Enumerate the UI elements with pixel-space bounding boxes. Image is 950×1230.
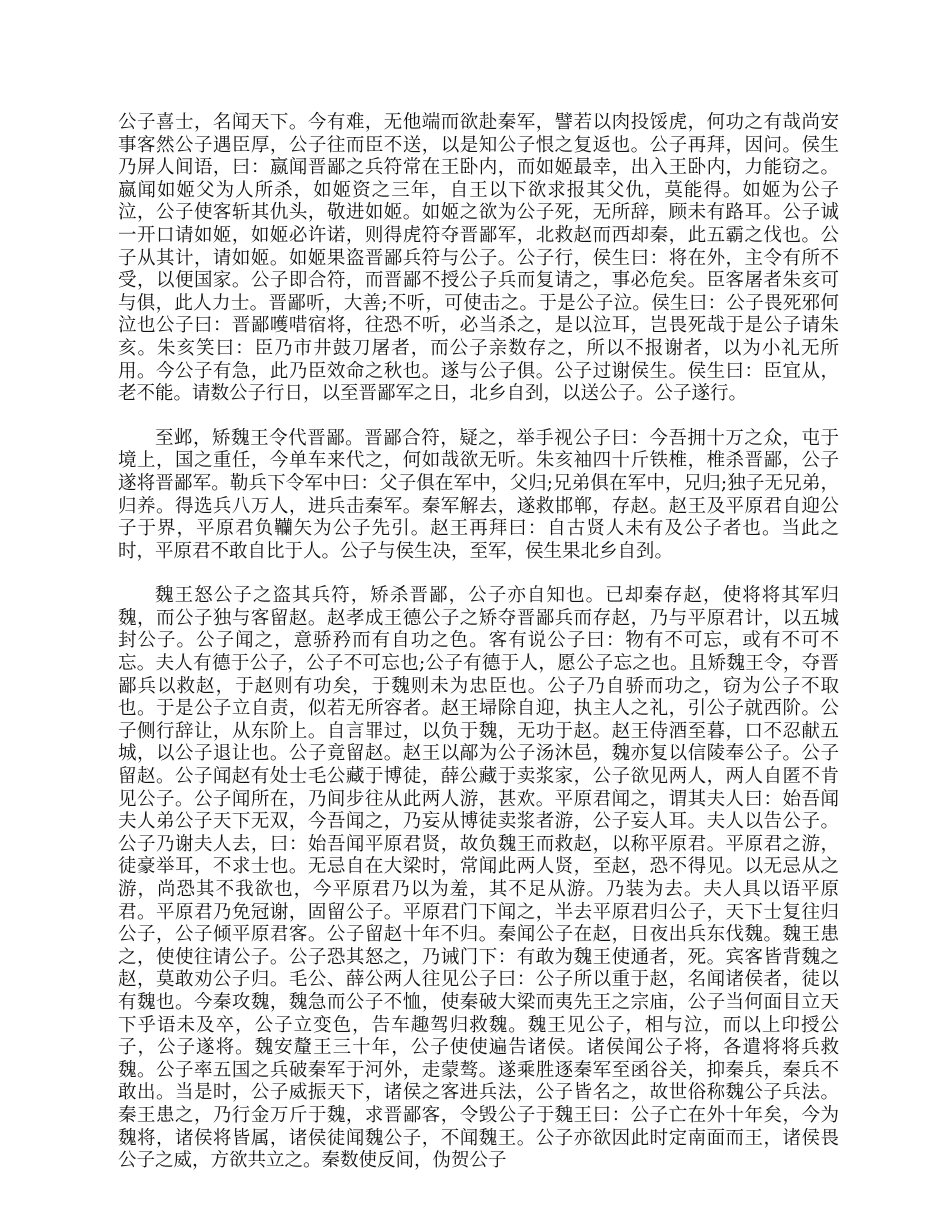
paragraph-3: 魏王怒公子之盗其兵符，矫杀晋鄙，公子亦自知也。已却秦存赵，使将将其军归魏，而公子独与客留赵。赵孝成王德公子之矫夺晋鄙兵而存赵，乃与平原君计，以五城封公子。公子闻之，意骄矜而有自功之色。客有说公子曰：物有不可忘，或有不可不忘。夫人有德于公子，公子不可忘也;公子有德于人，愿公子忘之也。且矫魏王令，夺晋鄙兵以救赵，于赵则有功矣，于魏则未为忠臣也。公子乃自骄而功之，窃为公子不取也。于是公子立自责，似若无所容者。赵王埽除自迎，执主人之礼，引公子就西阶。公子侧行辞让，从东阶上。自言罪过，以负于魏，无功于赵。赵王侍酒至暮，口不忍献五城，以公子退让也。公子竟留赵。赵王以鄗为公子汤沐邑，魏亦复以信陵奉公子。公子留赵。公子闻赵有处士毛公藏于博徒，薛公藏于卖浆家，公子欲见两人，两人自匿不肯见公子。公子闻所在，乃间步往从此两人游，甚欢。平原君闻之，谓其夫人曰：始吾闻夫人弟公子天下无双，今吾闻之，乃妄从博徒卖浆者游，公子妄人耳。夫人以告公子。公子乃谢夫人去，曰：始吾闻平原君贤，故负魏王而救赵，以称平原君。平原君之游，徒豪举耳，不求士也。无忌自在大梁时，常闻此两人贤，至赵，恐不得见。以无忌从之游，尚恐其不我欲也，今平原君乃以为羞，其不足从游。乃装为去。夫人具以语平原君。平原君乃免冠谢，固留公子。平原君门下闻之，半去平原君归公子，天下士复往归公子，公子倾平原君客。公子留赵十年不归。秦闻公子在赵，日夜出兵东伐魏。魏王患之，使使往请公子。公子恐其怒之，乃诫门下：有敢为魏王使通者，死。宾客皆背魏之赵，莫敢劝公子归。毛公、薛公两人往见公子曰：公子所以重于赵，名闻诸侯者，徒以有魏也。今秦攻魏，魏急而公子不恤，使秦破大梁而夷先王之宗庙，公子当何面目立天下乎语未及卒，公子立变色，告车趣驾归救魏。魏王见公子，相与泣，而以上印授公子，公子遂将。魏安釐王三十年，公子使使遍告诸侯。诸侯闻公子将，各遣将将兵救魏。公子率五国之兵破秦军于河外，走蒙骜。遂乘胜逐秦军至函谷关，抑秦兵，秦兵不敢出。当是时，公子威振天下，诸侯之客进兵法，公子皆名之，故世俗称魏公子兵法。秦王患之，乃行金万斤于魏，求晋鄙客，令毁公子于魏王曰：公子亡在外十年矣，今为魏将，诸侯将皆属，诸侯徒闻魏公子，不闻魏王。公子亦欲因此时定南面而王，诸侯畏公子之威，方欲共立之。秦数使反间，伪贺公子 — [118, 585, 839, 1172]
paragraph-2: 至邺，矫魏王令代晋鄙。晋鄙合符，疑之，举手视公子曰：今吾拥十万之众，屯于境上，国之重任，今单车来代之，何如哉欲无听。朱亥袖四十斤铁椎，椎杀晋鄙，公子遂将晋鄙军。勒兵下令军中曰：父子俱在军中，父归;兄弟俱在军中，兄归;独子无兄弟，归养。得选兵八万人，进兵击秦军。秦军解去，遂救邯郸，存赵。赵王及平原君自迎公子于界，平原君负韊矢为公子先引。赵王再拜曰：自古贤人未有及公子者也。当此之时，平原君不敢自比于人。公子与侯生决，至军，侯生果北乡自刭。 — [118, 427, 839, 562]
paragraph-1: 公子喜士，名闻天下。今有难，无他端而欲赴秦军，譬若以肉投馁虎，何功之有哉尚安事客然公子遇臣厚，公子往而臣不送，以是知公子恨之复返也。公子再拜，因问。侯生乃屏人间语，曰：嬴闻晋鄙之兵符常在王卧内，而如姬最幸，出入王卧内，力能窃之。嬴闻如姬父为人所杀，如姬资之三年，自王以下欲求报其父仇，莫能得。如姬为公子泣，公子使客斩其仇头，敬进如姬。如姬之欲为公子死，无所辞，顾未有路耳。公子诚一开口请如姬，如姬必许诺，则得虎符夺晋鄙军，北救赵而西却秦，此五霸之伐也。公子从其计，请如姬。如姬果盗晋鄙兵符与公子。公子行，侯生曰：将在外，主令有所不受，以便国家。公子即合符，而晋鄙不授公子兵而复请之，事必危矣。臣客屠者朱亥可与俱，此人力士。晋鄙听，大善;不听，可使击之。于是公子泣。侯生曰：公子畏死邪何泣也公子曰：晋鄙嚄唶宿将，往恐不听，必当杀之，是以泣耳，岂畏死哉于是公子请朱亥。朱亥笑曰：臣乃市井鼓刀屠者，而公子亲数存之，所以不报谢者，以为小礼无所用。今公子有急，此乃臣效命之秋也。遂与公子俱。公子过谢侯生。侯生曰：臣宜从，老不能。请数公子行日，以至晋鄙军之日，北乡自刭，以送公子。公子遂行。 — [118, 112, 839, 405]
document-page — [118, 112, 839, 1173]
